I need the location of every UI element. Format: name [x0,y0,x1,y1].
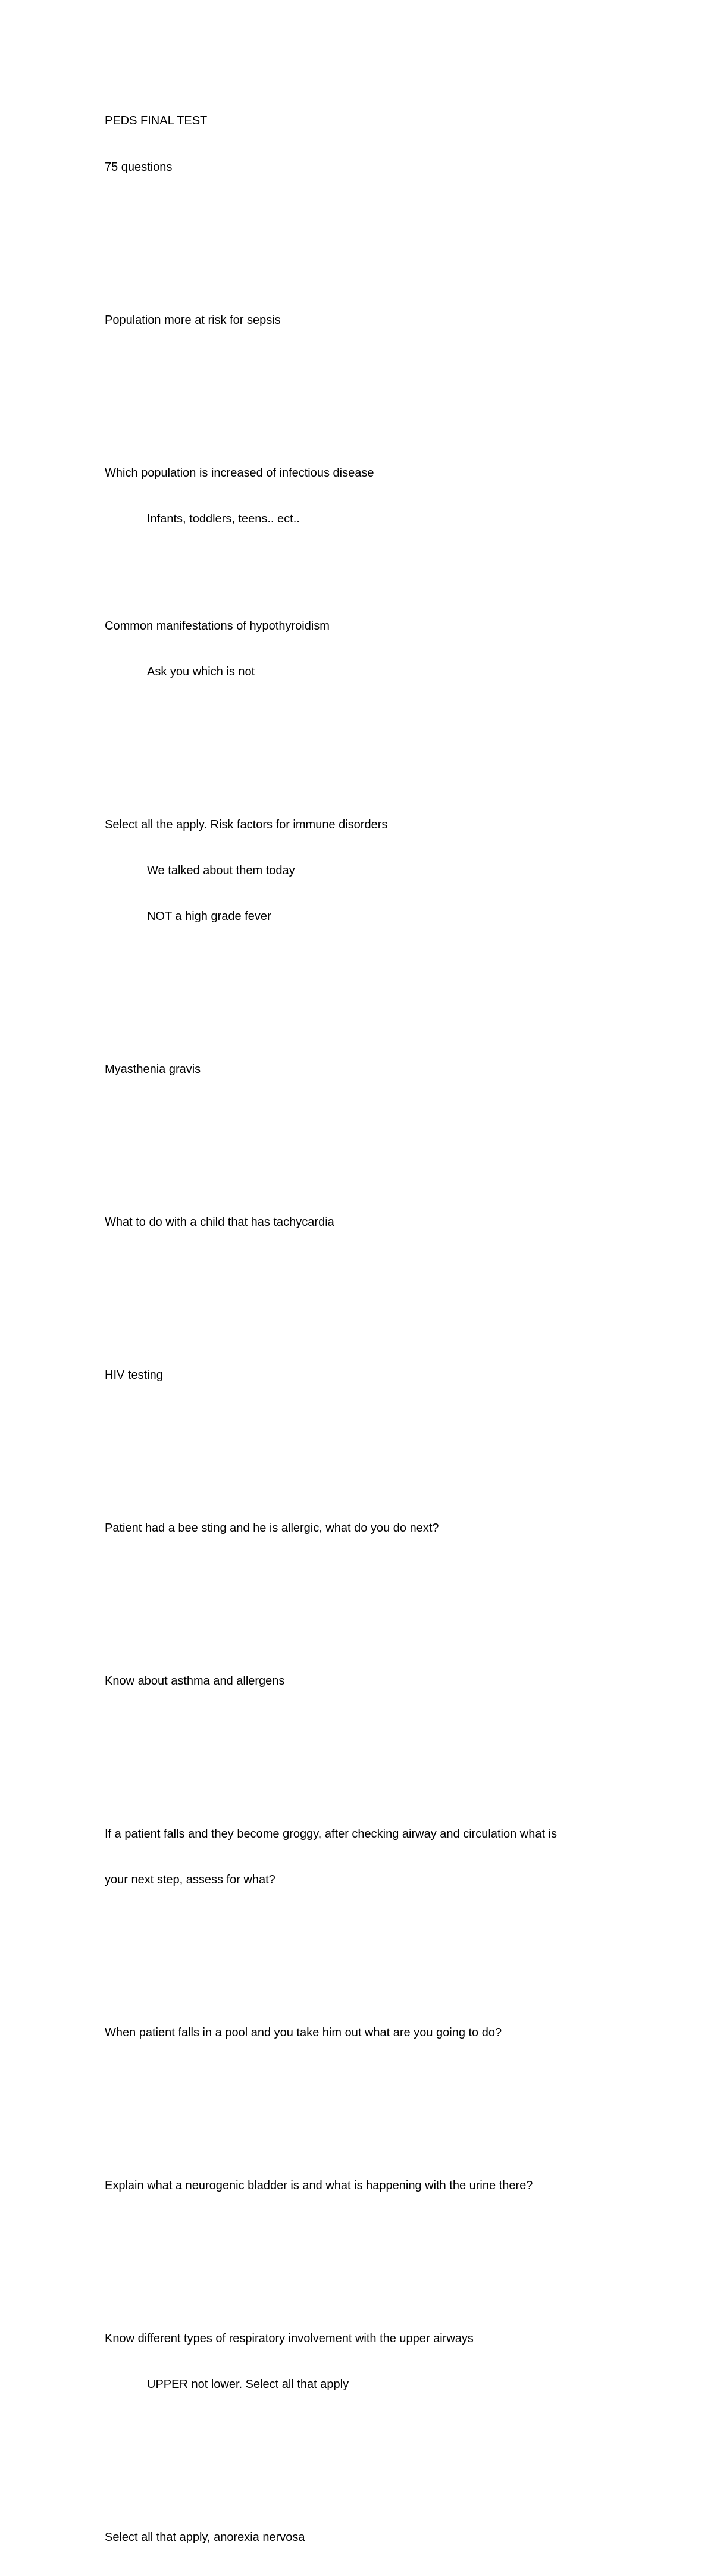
question-count: 75 questions [105,160,173,174]
question-item-7: HIV testing [105,1368,163,1382]
blank-line [105,955,640,971]
question-item-5: Myasthenia gravis [105,1062,201,1076]
blank-line [105,1001,640,1016]
question-continuation: your next step, assess for what? [105,1873,275,1886]
question-note: NOT a high grade fever [147,909,271,923]
question-item-12: Explain what a neurogenic bladder is and what is happening with the urine there? [105,2179,533,2192]
blank-line [105,359,640,374]
blank-line [105,2224,640,2240]
question-item-2: Which population is increased of infectious disease [105,466,374,480]
blank-line [105,405,640,420]
question-item-9: Know about asthma and allergens [105,1674,285,1688]
blank-line [105,1261,640,1276]
question-item-6: What to do with a child that has tachycardia [105,1215,334,1229]
blank-line [105,1720,640,1735]
question-item-14: Select all that apply, anorexia nervosa [105,2531,305,2544]
question-note: We talked about them today [147,863,295,877]
blank-line [105,2071,640,2087]
blank-line [105,1460,640,1475]
question-item-10: If a patient falls and they become groggy, after checking airway and circulation what is [105,1827,558,1841]
question-note: Infants, toddlers, teens.. ect.. [147,512,300,525]
blank-line [105,2423,640,2439]
blank-line [105,206,640,221]
question-item-3: Common manifestations of hypothyroidism [105,619,330,633]
blank-line [105,1154,640,1169]
blank-line [105,252,640,267]
blank-line [105,756,640,772]
blank-line [105,1307,640,1322]
question-item-1: Population more at risk for sepsis [105,313,281,327]
blank-line [105,1918,640,1934]
blank-line [105,558,640,573]
question-item-11: When patient falls in a pool and you take him out what are you going to do? [105,2026,502,2039]
question-item-13: Know different types of respiratory involvement with the upper airways [105,2331,474,2345]
question-note: UPPER not lower. Select all that apply [147,2378,349,2392]
blank-line [105,2270,640,2286]
question-item-4: Select all the apply. Risk factors for immune disorders [105,818,388,831]
question-note: Ask you which is not [147,665,255,678]
blank-line [105,1108,640,1123]
blank-line [105,1766,640,1781]
blank-line [105,1964,640,1980]
blank-line [105,2469,640,2484]
blank-line [105,1613,640,1628]
question-item-8: Patient had a bee sting and he is allergic, what do you do next? [105,1521,439,1535]
blank-line [105,2117,640,2133]
document-body [105,83,640,2576]
blank-line [105,1567,640,1582]
document-title: PEDS FINAL TEST [105,114,208,128]
blank-line [105,1414,640,1429]
blank-line [105,710,640,726]
